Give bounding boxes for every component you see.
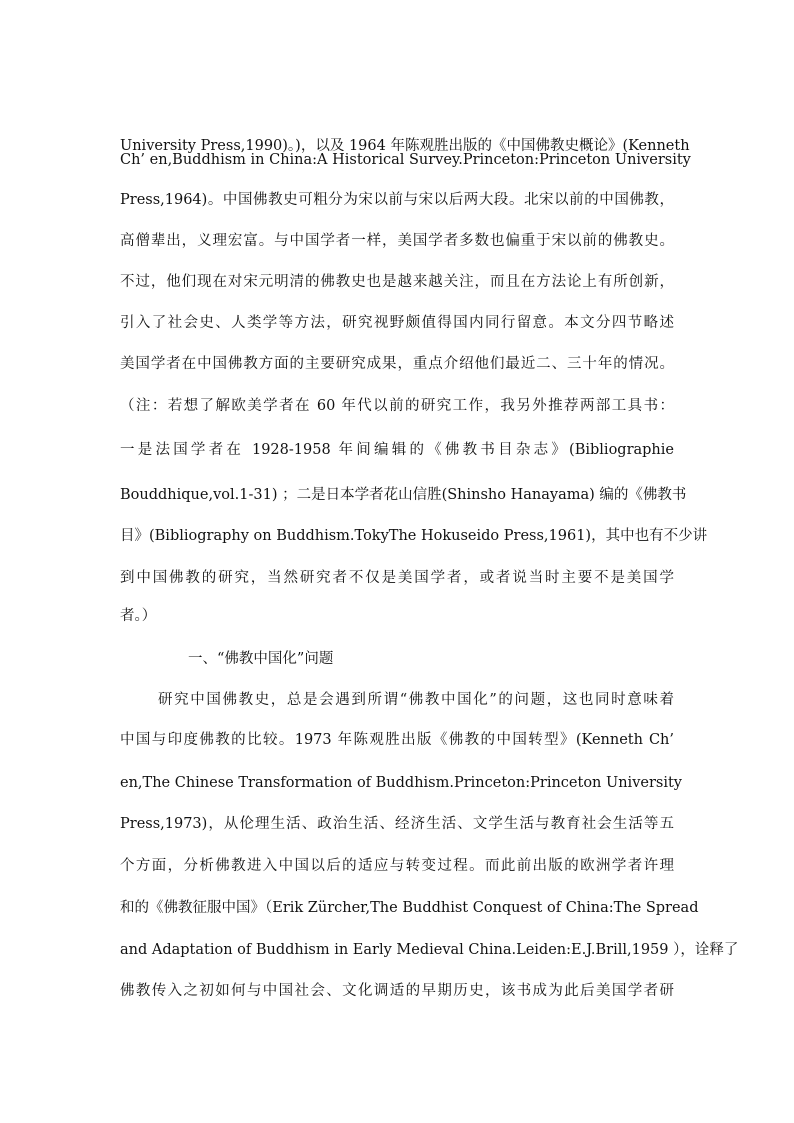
text-line: 个方面，分析佛教进入中国以后的适应与转变过程。而此前出版的欧洲学者许理 xyxy=(120,858,674,874)
section-heading: 一、“佛教中国化”问题 xyxy=(188,651,334,667)
text-line: 和的《佛教征服中国》（Erik Zürcher,The Buddhist Conquest of China:The Spread xyxy=(120,900,699,916)
text-line: 者。） xyxy=(120,608,157,624)
text-line: 研究中国佛教史，总是会遇到所谓“佛教中国化”的问题，这也同时意味着 xyxy=(158,692,674,708)
text-line: 引入了社会史、人类学等方法，研究视野颇值得国内同行留意。本文分四节略述 xyxy=(120,315,674,331)
text-line: 佛教传入之初如何与中国社会、文化调适的早期历史，该书成为此后美国学者研 xyxy=(120,983,674,999)
text-line: and Adaptation of Buddhism in Early Medieval China.Leiden:E.J.Brill,1959 ），诠释了 xyxy=(120,942,739,958)
text-line: 中国与印度佛教的比较。1973 年陈观胜出版《佛教的中国转型》(Kenneth Ch’ xyxy=(120,732,674,748)
text-line: 到中国佛教的研究，当然研究者不仅是美国学者，或者说当时主要不是美国学 xyxy=(120,570,674,586)
text-line: 高僧辈出，义理宏富。与中国学者一样，美国学者多数也偏重于宋以前的佛教史。 xyxy=(120,233,674,249)
text-line: Press,1964)。中国佛教史可粗分为宋以前与宋以后两大段。北宋以前的中国佛教， xyxy=(120,192,674,208)
text-line: Press,1973)，从伦理生活、政治生活、经济生活、文学生活与教育社会生活等五 xyxy=(120,816,674,832)
text-line: 目》(Bibliography on Buddhism.TokyThe Hokuseido Press,1961)，其中也有不少讲 xyxy=(120,528,708,544)
text-line: 美国学者在中国佛教方面的主要研究成果，重点介绍他们最近二、三十年的情况。 xyxy=(120,356,674,372)
text-line: en,The Chinese Transformation of Buddhism.Princeton:Princeton University xyxy=(120,775,682,791)
text-line: （注：若想了解欧美学者在 60 年代以前的研究工作，我另外推荐两部工具书： xyxy=(120,398,674,414)
text-line: 不过，他们现在对宋元明清的佛教史也是越来越关注，而且在方法论上有所创新， xyxy=(120,274,674,290)
text-line: Ch’ en,Buddhism in China:A Historical Survey.Princeton:Princeton University xyxy=(120,152,691,168)
text-line: University Press,1990)。)，以及 1964 年陈观胜出版的《中国佛教史概论》(Kenneth xyxy=(120,138,690,154)
text-line: Bouddhique,vol.1-31) ；二是日本学者花山信胜(Shinsho Hanayama) 编的《佛教书 xyxy=(120,487,687,503)
text-line: 一是法国学者在 1928-1958 年间编辑的《佛教书目杂志》(Bibliographie xyxy=(120,442,674,458)
